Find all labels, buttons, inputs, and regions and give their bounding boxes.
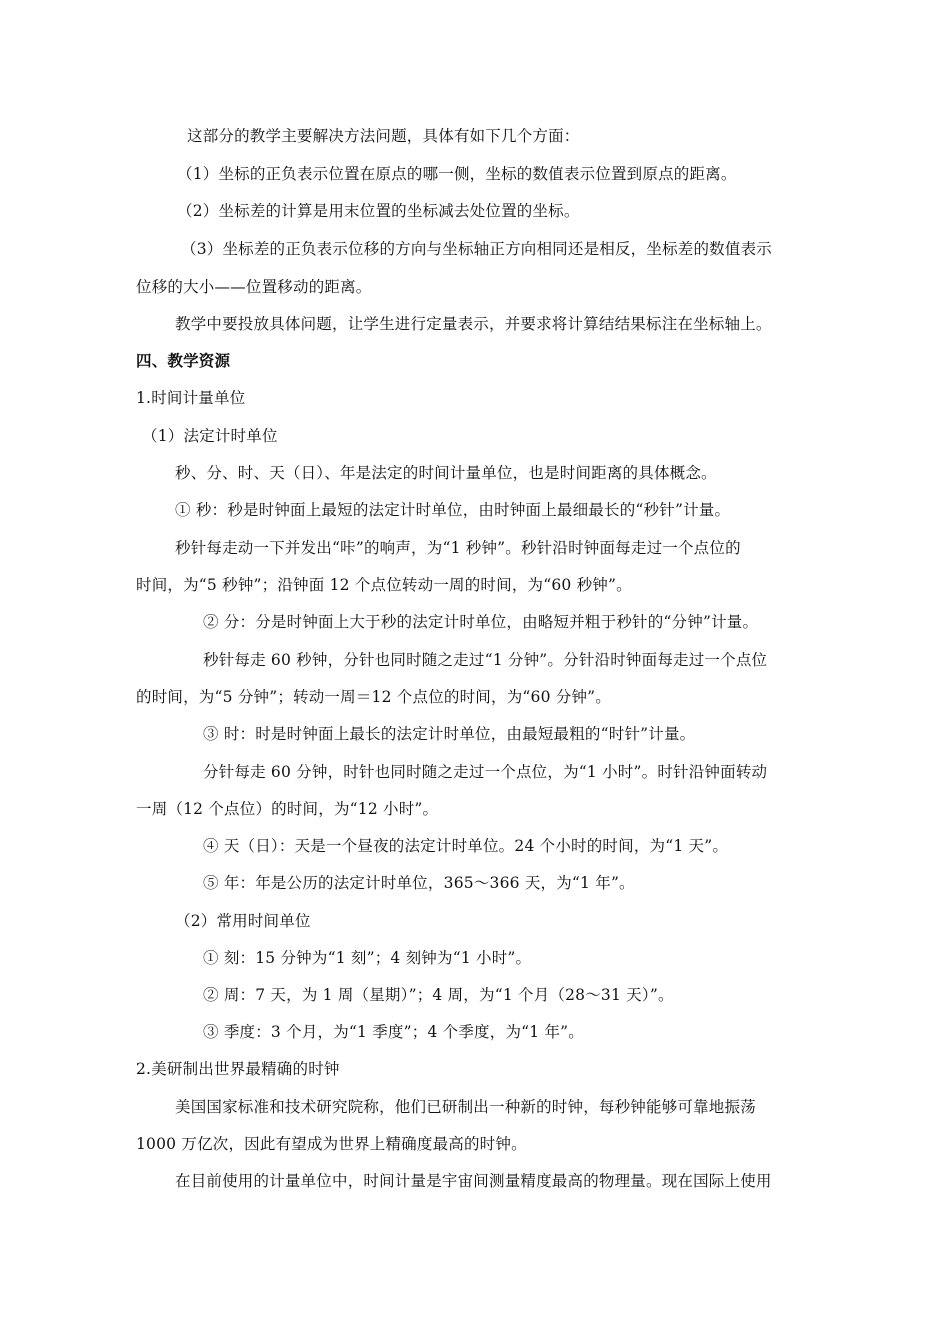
item-minute: ② 分：分是时钟面上大于秒的法定计时单位，由略短并粗于秒针的“分钟”计量。	[203, 613, 759, 631]
paragraph-second-2: 时间，为“5 秒钟”；沿钟面 12 个点位转动一周的时间，为“60 秒钟”。	[136, 576, 632, 594]
paragraph-units: 秒、分、时、天（日）、年是法定的时间计量单位，也是时间距离的具体概念。	[175, 464, 717, 482]
subheading-2: 2.美研制出世界最精确的时钟	[136, 1060, 340, 1078]
list-item-3-cont: 位移的大小——位置移动的距离。	[136, 278, 372, 296]
item-season: ③ 季度：3 个月，为“1 季度”；4 个季度，为“1 年”。	[203, 1023, 584, 1041]
paragraph-measure: 在目前使用的计量单位中，时间计量是宇宙间测量精度最高的物理量。现在国际上使用	[175, 1172, 772, 1190]
paragraph-minute-1: 秒针每走 60 秒钟，分针也同时随之走过“1 分钟”。分针沿时钟面每走过一个点位	[203, 651, 768, 669]
list-item-3: （3）坐标差的正负表示位移的方向与坐标轴正方向相同还是相反，坐标差的数值表示	[181, 240, 772, 258]
paragraph-hour-2: 一周（12 个点位）的时间，为“12 小时”。	[136, 800, 439, 818]
subheading-1: 1.时间计量单位	[136, 389, 246, 407]
subheading-1-2: （2）常用时间单位	[175, 912, 311, 930]
section-heading: 四、教学资源	[136, 351, 231, 370]
paragraph-hour-1: 分针每走 60 分钟，时针也同时随之走过一个点位，为“1 小时”。时针沿钟面转动	[203, 763, 768, 781]
item-year: ⑤ 年：年是公历的法定计时单位，365～366 天，为“1 年”。	[203, 874, 635, 892]
list-item-1: （1）坐标的正负表示位置在原点的哪一侧，坐标的数值表示位置到原点的距离。	[177, 165, 737, 183]
item-week: ② 周：7 天，为 1 周（星期）”；4 周，为“1 个月（28～31 天）”。	[203, 986, 674, 1004]
item-quarter-hour: ① 刻：15 分钟为“1 刻”；4 刻钟为“1 小时”。	[203, 949, 532, 967]
paragraph-second-1: 秒针每走动一下并发出“咔”的响声，为“1 秒钟”。秒针沿时钟面每走过一个点位的	[175, 539, 741, 557]
paragraph-intro: 这部分的教学主要解决方法问题，具体有如下几个方面：	[187, 127, 580, 145]
subheading-1-1: （1）法定计时单位	[142, 427, 278, 445]
item-day: ④ 天（日）：天是一个昼夜的法定计时单位。24 个小时的时间，为“1 天”。	[203, 837, 729, 855]
paragraph-clock-1: 美国国家标准和技术研究院称，他们已研制出一种新的时钟，每秒钟能够可靠地振荡	[175, 1098, 756, 1116]
paragraph-teaching: 教学中要投放具体问题，让学生进行定量表示，并要求将计算结结果标注在坐标轴上。	[175, 315, 772, 333]
paragraph-clock-2: 1000 万亿次，因此有望成为世界上精确度最高的时钟。	[136, 1135, 527, 1153]
paragraph-minute-2: 的时间，为“5 分钟”；转动一周＝12 个点位的时间，为“60 分钟”。	[136, 688, 611, 706]
item-second: ① 秒：秒是时钟面上最短的法定计时单位，由时钟面上最细最长的“秒针”计量。	[175, 501, 731, 519]
list-item-2: （2）坐标差的计算是用末位置的坐标减去处位置的坐标。	[177, 202, 580, 220]
item-hour: ③ 时：时是时钟面上最长的法定计时单位，由最短最粗的“时针”计量。	[203, 725, 696, 743]
